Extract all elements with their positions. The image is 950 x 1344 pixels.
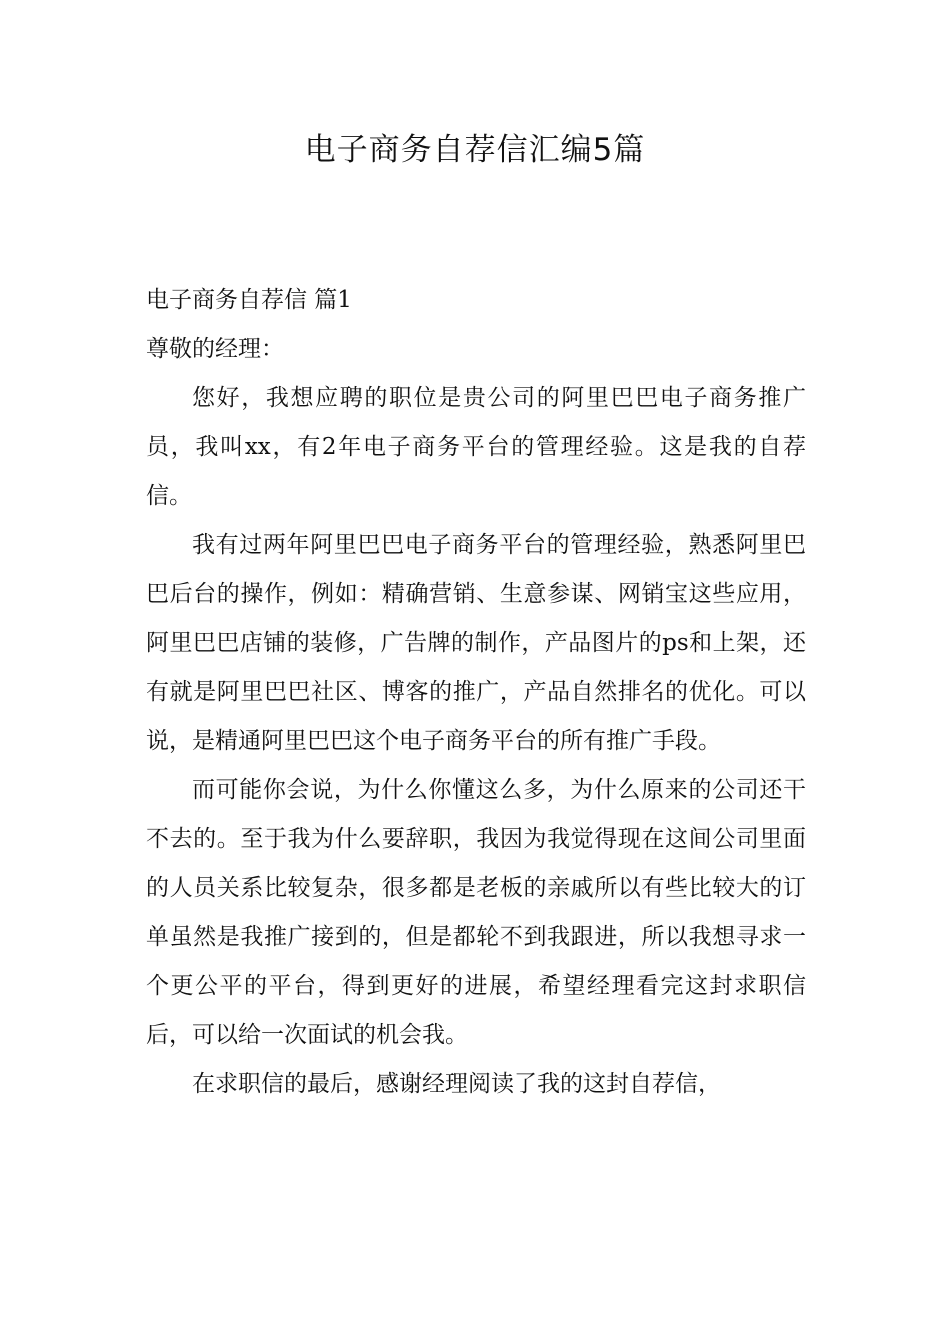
- document-title: 电子商务自荐信汇编5篇: [304, 132, 646, 168]
- paragraph-2: 我有过两年阿里巴巴电子商务平台的管理经验，熟悉阿里巴巴后台的操作，例如：精确营销、生意参谋、网销宝这些应用，阿里巴巴店铺的装修，广告牌的制作，产品图片的ps和上架，还有就是阿里巴巴社区、博客的推广，产品自然排名的优化。可以说，是精通阿里巴巴这个电子商务平台的所有推广手段。: [146, 532, 806, 754]
- paragraph-4: 在求职信的最后，感谢经理阅读了我的这封自荐信，: [192, 1071, 721, 1097]
- section-heading: 电子商务自荐信 篇1: [146, 287, 352, 313]
- paragraph-3: 而可能你会说，为什么你懂这么多，为什么原来的公司还干不去的。至于我为什么要辞职，我因为我觉得现在这间公司里面的人员关系比较复杂，很多都是老板的亲戚所以有些比较大的订单虽然是我推广接到的，但是都轮不到我跟进，所以我想寻求一个更公平的平台，得到更好的进展，希望经理看完这封求职信后，可以给一次面试的机会我。: [146, 777, 806, 1048]
- document-body: [146, 276, 806, 1109]
- salutation: 尊敬的经理：: [146, 336, 284, 362]
- paragraph-1: 您好，我想应聘的职位是贵公司的阿里巴巴电子商务推广员，我叫xx，有2年电子商务平台的管理经验。这是我的自荐信。: [146, 385, 806, 509]
